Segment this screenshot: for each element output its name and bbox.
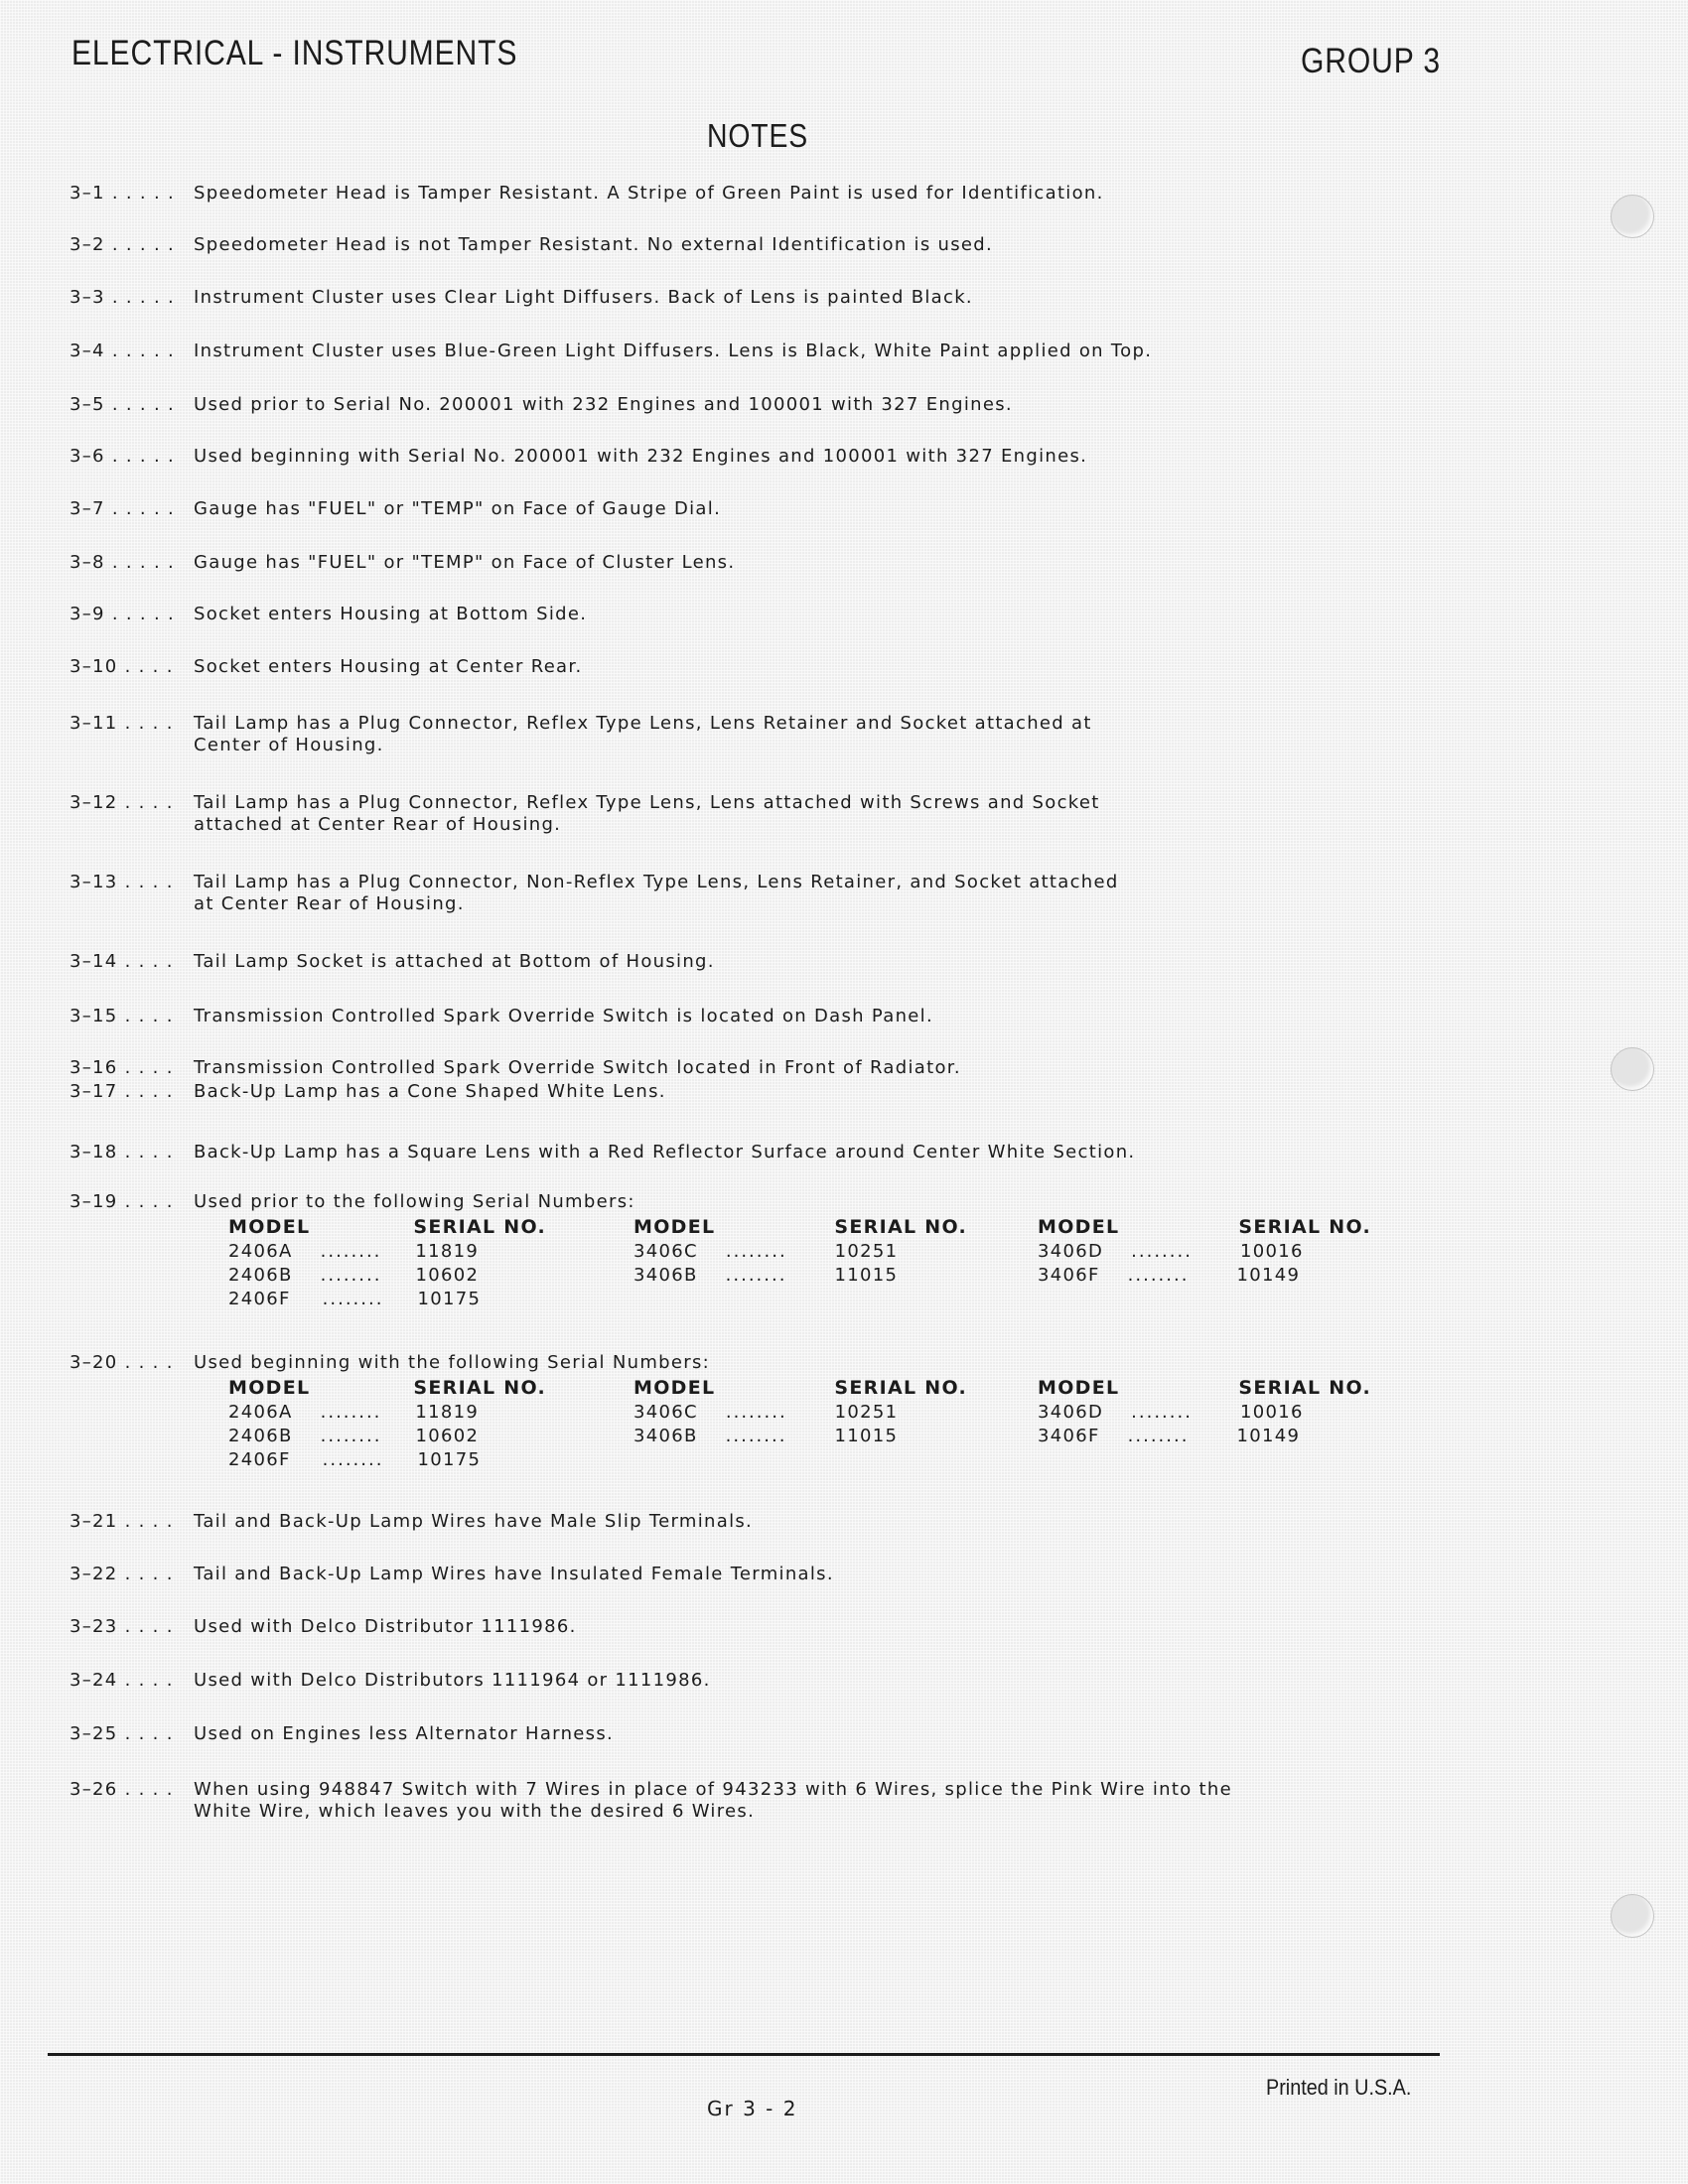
model-cell: 3406B bbox=[633, 1426, 698, 1446]
note-3-9 bbox=[70, 604, 587, 625]
leader-dots: ........ bbox=[1131, 1402, 1193, 1423]
note-text: Used with Delco Distributor 1111986. bbox=[194, 1616, 577, 1637]
model-cell: 3406D bbox=[1038, 1402, 1104, 1423]
table-row bbox=[633, 1401, 967, 1425]
serial-header: SERIAL NO. bbox=[834, 1377, 968, 1399]
note-number: 3–15 . . . . bbox=[70, 1006, 174, 1026]
note-text-continued: Center of Housing. bbox=[194, 735, 384, 755]
footer-rule bbox=[48, 2053, 1440, 2056]
note-number: 3–22 . . . . bbox=[70, 1564, 174, 1584]
serial-cell: 11015 bbox=[834, 1426, 899, 1446]
note-text: Used beginning with Serial No. 200001 with 232 Engines and 100001 with 327 Engines. bbox=[194, 446, 1088, 467]
serial-header: SERIAL NO. bbox=[413, 1377, 547, 1399]
serial-table-3-19-col2 bbox=[633, 1215, 967, 1288]
page-number: Gr 3 - 2 bbox=[707, 2097, 798, 2120]
note-text: Back-Up Lamp has a Cone Shaped White Lens. bbox=[194, 1081, 666, 1102]
note-3-21 bbox=[70, 1511, 753, 1533]
note-number: 3–20 . . . . bbox=[70, 1352, 174, 1373]
note-number: 3–9 . . . . . bbox=[70, 604, 176, 624]
punch-hole-top bbox=[1611, 195, 1654, 238]
leader-dots: ........ bbox=[322, 1289, 384, 1309]
serial-cell: 10149 bbox=[1236, 1265, 1301, 1286]
model-cell: 3406B bbox=[633, 1265, 698, 1286]
serial-cell: 10175 bbox=[417, 1289, 482, 1309]
note-number: 3–23 . . . . bbox=[70, 1616, 174, 1637]
serial-cell: 10016 bbox=[1239, 1402, 1304, 1423]
note-number: 3–1 . . . . . bbox=[70, 183, 176, 204]
serial-table-3-20-col2 bbox=[633, 1376, 967, 1448]
note-3-2 bbox=[70, 234, 993, 256]
model-cell: 3406C bbox=[633, 1402, 698, 1423]
note-text: Tail Lamp has a Plug Connector, Non-Reflex Type Lens, Lens Retainer, and Socket attached bbox=[194, 872, 1119, 892]
model-cell: 2406A bbox=[228, 1241, 293, 1262]
note-text: Instrument Cluster uses Blue-Green Light Diffusers. Lens is Black, White Paint applied on Top. bbox=[194, 341, 1153, 361]
table-row bbox=[1038, 1401, 1371, 1425]
table-row bbox=[228, 1448, 546, 1472]
note-text: Tail Lamp has a Plug Connector, Reflex Type Lens, Lens attached with Screws and Socket bbox=[194, 792, 1100, 813]
note-number: 3–3 . . . . . bbox=[70, 287, 176, 308]
note-number: 3–14 . . . . bbox=[70, 951, 174, 972]
note-number: 3–17 . . . . bbox=[70, 1081, 174, 1102]
note-number: 3–25 . . . . bbox=[70, 1723, 174, 1744]
note-number: 3–18 . . . . bbox=[70, 1142, 174, 1162]
table-row bbox=[228, 1425, 546, 1448]
table-row bbox=[1038, 1240, 1371, 1264]
leader-dots: ........ bbox=[1131, 1241, 1193, 1262]
note-text: Tail Lamp Socket is attached at Bottom of Housing. bbox=[194, 951, 715, 972]
note-3-15 bbox=[70, 1006, 933, 1027]
note-3-1 bbox=[70, 183, 1104, 205]
model-cell: 2406B bbox=[228, 1426, 293, 1446]
section-title: ELECTRICAL - INSTRUMENTS bbox=[71, 34, 518, 72]
note-3-7 bbox=[70, 498, 721, 520]
note-text: When using 948847 Switch with 7 Wires in place of 943233 with 6 Wires, splice the Pink Wire into the bbox=[194, 1779, 1232, 1800]
model-header: MODEL bbox=[228, 1216, 311, 1238]
leader-dots: ........ bbox=[725, 1402, 787, 1423]
note-3-16 bbox=[70, 1057, 961, 1079]
note-text-continued: at Center Rear of Housing. bbox=[194, 893, 465, 914]
note-3-4 bbox=[70, 341, 1152, 362]
serial-cell: 11819 bbox=[415, 1241, 480, 1262]
note-text: Socket enters Housing at Center Rear. bbox=[194, 656, 583, 677]
note-text: Back-Up Lamp has a Square Lens with a Red Reflector Surface around Center White Section. bbox=[194, 1142, 1136, 1162]
punch-hole-middle bbox=[1611, 1047, 1654, 1091]
punch-hole-bottom bbox=[1611, 1894, 1654, 1938]
model-cell: 2406F bbox=[228, 1449, 291, 1470]
table-row bbox=[228, 1240, 546, 1264]
notes-heading: NOTES bbox=[707, 117, 809, 154]
serial-cell: 10175 bbox=[417, 1449, 482, 1470]
note-number: 3–8 . . . . . bbox=[70, 552, 176, 573]
note-number: 3–4 . . . . . bbox=[70, 341, 176, 361]
table-row bbox=[228, 1264, 546, 1288]
note-text: Speedometer Head is not Tamper Resistant. No external Identification is used. bbox=[194, 234, 994, 255]
note-number: 3–26 . . . . bbox=[70, 1779, 174, 1800]
table-row bbox=[633, 1240, 967, 1264]
serial-table-3-20-col1 bbox=[228, 1376, 546, 1472]
group-label: GROUP 3 bbox=[1301, 42, 1441, 80]
leader-dots: ........ bbox=[320, 1402, 382, 1423]
note-text: Transmission Controlled Spark Override Switch is located on Dash Panel. bbox=[194, 1006, 933, 1026]
leader-dots: ........ bbox=[1127, 1426, 1190, 1446]
note-text: Transmission Controlled Spark Override Switch located in Front of Radiator. bbox=[194, 1057, 961, 1078]
model-cell: 2406A bbox=[228, 1402, 293, 1423]
note-text: Used prior to the following Serial Numbers: bbox=[194, 1191, 635, 1212]
leader-dots: ........ bbox=[320, 1241, 382, 1262]
note-3-14 bbox=[70, 951, 715, 973]
note-number: 3–10 . . . . bbox=[70, 656, 174, 677]
note-3-10 bbox=[70, 656, 582, 678]
note-3-24 bbox=[70, 1670, 711, 1692]
note-number: 3–7 . . . . . bbox=[70, 498, 176, 519]
serial-header: SERIAL NO. bbox=[413, 1216, 547, 1238]
note-number: 3–5 . . . . . bbox=[70, 394, 176, 415]
note-3-3 bbox=[70, 287, 973, 309]
serial-header: SERIAL NO. bbox=[1238, 1377, 1372, 1399]
note-3-18 bbox=[70, 1142, 1135, 1163]
note-text-continued: attached at Center Rear of Housing. bbox=[194, 814, 562, 835]
note-number: 3–12 . . . . bbox=[70, 792, 174, 813]
note-3-23 bbox=[70, 1616, 577, 1638]
model-cell: 3406C bbox=[633, 1241, 698, 1262]
model-header: MODEL bbox=[228, 1377, 311, 1399]
note-text: Used on Engines less Alternator Harness. bbox=[194, 1723, 615, 1744]
serial-cell: 10251 bbox=[834, 1241, 899, 1262]
model-header: MODEL bbox=[1038, 1216, 1120, 1238]
model-header: MODEL bbox=[633, 1377, 716, 1399]
table-row bbox=[228, 1288, 546, 1311]
note-text: Tail and Back-Up Lamp Wires have Insulated Female Terminals. bbox=[194, 1564, 834, 1584]
note-number: 3–13 . . . . bbox=[70, 872, 174, 892]
model-header: MODEL bbox=[633, 1216, 716, 1238]
note-3-11 bbox=[70, 713, 1092, 756]
note-text: Used prior to Serial No. 200001 with 232 Engines and 100001 with 327 Engines. bbox=[194, 394, 1013, 415]
leader-dots: ........ bbox=[725, 1241, 787, 1262]
note-text: Used with Delco Distributors 1111964 or 1111986. bbox=[194, 1670, 711, 1691]
serial-cell: 10149 bbox=[1236, 1426, 1301, 1446]
note-text: Instrument Cluster uses Clear Light Diffusers. Back of Lens is painted Black. bbox=[194, 287, 973, 308]
table-row bbox=[633, 1425, 967, 1448]
model-header: MODEL bbox=[1038, 1377, 1120, 1399]
note-3-8 bbox=[70, 552, 735, 574]
serial-cell: 10602 bbox=[415, 1265, 480, 1286]
note-text: Used beginning with the following Serial Numbers: bbox=[194, 1352, 710, 1373]
note-3-13 bbox=[70, 872, 1119, 915]
table-row bbox=[1038, 1425, 1371, 1448]
model-cell: 3406F bbox=[1038, 1426, 1100, 1446]
note-text: Tail Lamp has a Plug Connector, Reflex Type Lens, Lens Retainer and Socket attached at bbox=[194, 713, 1092, 734]
note-number: 3–2 . . . . . bbox=[70, 234, 176, 255]
note-3-22 bbox=[70, 1564, 834, 1585]
leader-dots: ........ bbox=[322, 1449, 384, 1470]
serial-cell: 11015 bbox=[834, 1265, 899, 1286]
note-3-19 bbox=[70, 1191, 635, 1213]
serial-cell: 11819 bbox=[415, 1402, 480, 1423]
note-number: 3–19 . . . . bbox=[70, 1191, 174, 1212]
note-number: 3–11 . . . . bbox=[70, 713, 174, 734]
note-3-12 bbox=[70, 792, 1100, 836]
note-3-26 bbox=[70, 1779, 1232, 1823]
serial-cell: 10602 bbox=[415, 1426, 480, 1446]
leader-dots: ........ bbox=[1127, 1265, 1190, 1286]
note-text: Tail and Back-Up Lamp Wires have Male Slip Terminals. bbox=[194, 1511, 754, 1532]
note-3-17 bbox=[70, 1081, 666, 1103]
serial-table-3-20-col3 bbox=[1038, 1376, 1371, 1448]
note-3-20 bbox=[70, 1352, 710, 1374]
note-text: Gauge has "FUEL" or "TEMP" on Face of Gauge Dial. bbox=[194, 498, 722, 519]
note-3-25 bbox=[70, 1723, 614, 1745]
printed-in-label: Printed in U.S.A. bbox=[1266, 2075, 1412, 2100]
note-text-continued: White Wire, which leaves you with the desired 6 Wires. bbox=[194, 1801, 756, 1822]
note-number: 3–6 . . . . . bbox=[70, 446, 176, 467]
serial-header: SERIAL NO. bbox=[834, 1216, 968, 1238]
serial-table-3-19-col1 bbox=[228, 1215, 546, 1311]
model-cell: 2406B bbox=[228, 1265, 293, 1286]
table-row bbox=[228, 1401, 546, 1425]
note-text: Speedometer Head is Tamper Resistant. A Stripe of Green Paint is used for Identification. bbox=[194, 183, 1104, 204]
leader-dots: ........ bbox=[725, 1426, 787, 1446]
model-cell: 3406F bbox=[1038, 1265, 1100, 1286]
leader-dots: ........ bbox=[725, 1265, 787, 1286]
note-number: 3–21 . . . . bbox=[70, 1511, 174, 1532]
serial-cell: 10251 bbox=[834, 1402, 899, 1423]
model-cell: 2406F bbox=[228, 1289, 291, 1309]
table-row bbox=[633, 1264, 967, 1288]
note-number: 3–24 . . . . bbox=[70, 1670, 174, 1691]
serial-table-3-19-col3 bbox=[1038, 1215, 1371, 1288]
table-row bbox=[1038, 1264, 1371, 1288]
leader-dots: ........ bbox=[320, 1265, 382, 1286]
note-3-6 bbox=[70, 446, 1087, 468]
leader-dots: ........ bbox=[320, 1426, 382, 1446]
serial-header: SERIAL NO. bbox=[1238, 1216, 1372, 1238]
note-text: Socket enters Housing at Bottom Side. bbox=[194, 604, 588, 624]
serial-cell: 10016 bbox=[1239, 1241, 1304, 1262]
note-number: 3–16 . . . . bbox=[70, 1057, 174, 1078]
note-3-5 bbox=[70, 394, 1013, 416]
model-cell: 3406D bbox=[1038, 1241, 1104, 1262]
note-text: Gauge has "FUEL" or "TEMP" on Face of Cluster Lens. bbox=[194, 552, 736, 573]
